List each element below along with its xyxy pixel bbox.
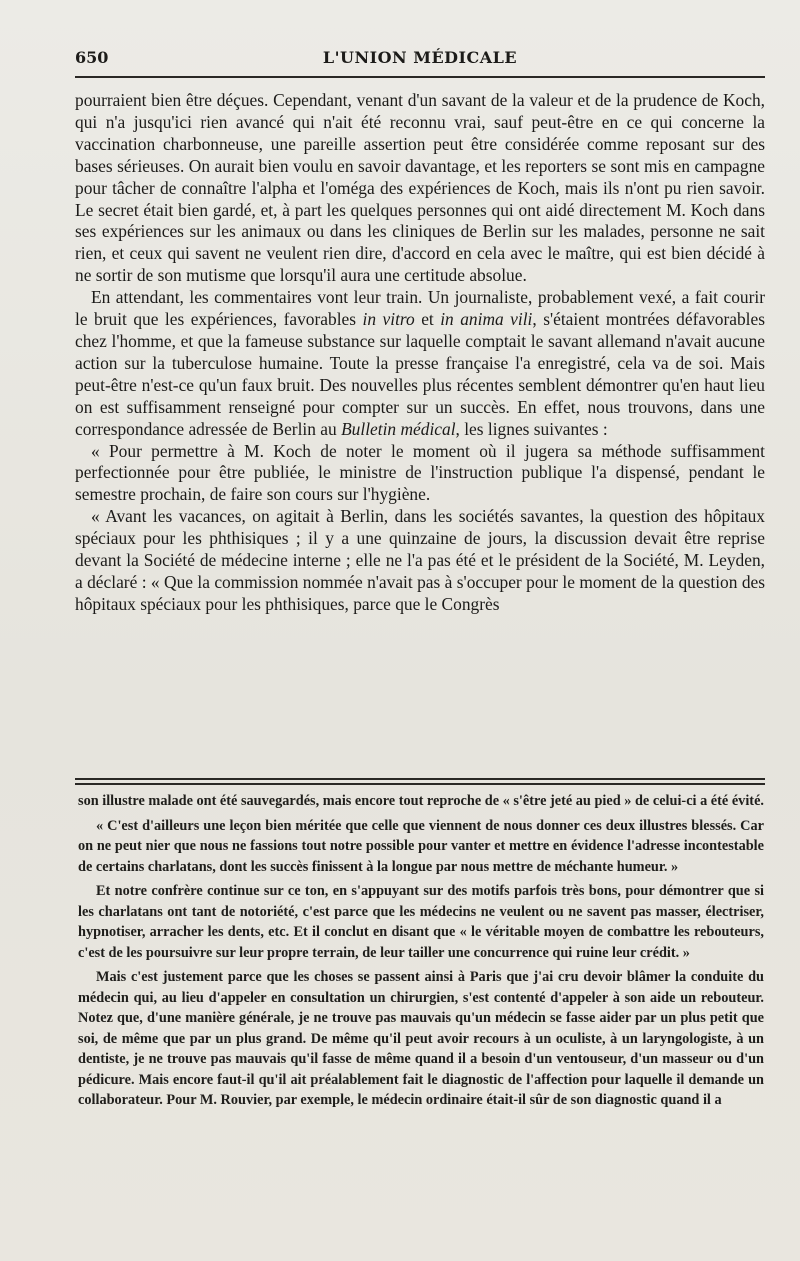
feuilleton-paragraph-2: « C'est d'ailleurs une leçon bien méritée que celle que viennent de nous donner ces deux illustres blessés. Car on ne peut nier que nous ne fassions tout notre possible pour vanter et mettre en évidence l'adresse incontestable de certains charlatans, dont les succès finissent à la longue par nous mettre de méchante humeur. » [78,817,764,875]
text-run: et [414,309,441,330]
text-run: , les lignes suivantes : [455,418,608,439]
section-divider-bottom [75,783,765,785]
header-rule [75,76,765,78]
italic-journal-title: Bulletin médical [341,418,456,439]
running-title: L'UNION MÉDICALE [322,48,518,67]
feuilleton-paragraph-4: Mais c'est justement parce que les choses se passent ainsi à Paris que j'ai cru devoir blâmer la conduite du médecin qui, au lieu d'appeler en consultation un chirurgien, s'est contenté d'appeler à son aide un rebouteur. Notez que, d'une manière générale, je ne trouve pas mauvais qu'un médecin se fasse aider par un plus petit que soi, de même que par un plus grand. De même qu'il peut avoir recours à un oculiste, à un laryngologiste, à un dentiste, je ne trouve pas mauvais qu'il fasse de même quand il a besoin d'un ventouseur, d'un masseur ou d'un pédicure. Mais encore faut-il qu'il ait préalablement fait le diagnostic de l'affection pour laquelle il demande un collaborateur. Pour M. Rouvier, par exemple, le médecin ordinaire était-il sûr de son diagnostic quand il a [78,969,764,1108]
main-paragraph-4: « Avant les vacances, on agitait à Berlin, dans les sociétés savantes, la question des hôpitaux spéciaux pour les phthisiques ; il y a une quinzaine de jours, la discussion devait être reprise devant la Société de médecine interne ; elle ne l'a pas été et le président de la Société, M. Leyden, a déclaré : « Que la commission nommée n'avait pas à s'occuper pour le moment de la question des hôpitaux spéciaux pour les phthisiques, parce que le Congrès [75,506,765,614]
main-article [75,90,765,770]
feuilleton-paragraph-3: Et notre confrère continue sur ce ton, en s'appuyant sur des motifs parfois très bons, pour démontrer que si les charlatans ont tant de notoriété, c'est parce que les médecins ne veulent ou ne savent pas masser, électriser, hypnotiser, arracher les dents, etc. Et il conclut en disant que « le véritable moyen de combattre les rebouteurs, c'est de les poursuivre sur leur propre terrain, de leur tailler une concurrence qui ruine leur crédit. » [78,883,764,961]
main-paragraph-1: pourraient bien être déçues. Cependant, venant d'un savant de la valeur et de la prudence de Koch, qui n'a jusqu'ici rien avancé qui n'ait été reconnu vrai, sauf peut-être en ce qui concerne la vaccination charbonneuse, une pareille assertion peut être considérée comme reposant sur des bases sérieuses. On aurait bien voulu en savoir davantage, et les reporters se sont mis en campagne pour tâcher de connaître l'alpha et l'oméga des expériences de Koch, mais ils n'ont pu rien savoir. Le secret était bien gardé, et, à part les quelques personnes qui ont aidé directement M. Koch dans ses expériences sur les animaux ou dans les cliniques de Berlin sur les malades, personne ne sait rien, et ceux qui savent ne veulent rien dire, d'accord en cela avec le maître, qui est bien décidé à ne sortir de son mutisme que lorsqu'il aura une certitude absolue. [75,90,765,286]
running-header [75,48,765,72]
feuilleton-section [78,791,764,1206]
page-number: 650 [75,48,109,67]
main-paragraph-3: « Pour permettre à M. Koch de noter le moment où il jugera sa méthode suffisamment perfectionnée pour être publiée, le ministre de l'instruction publique l'a dispensé, pendant le semestre prochain, de faire son cours sur l'hygiène. [75,440,765,505]
italic-term-in-vitro: in vitro [362,309,415,330]
section-divider-top [75,778,765,780]
italic-term-in-anima-vili: in anima vili [440,309,533,330]
text-run: , s'étaient montrées défavorables chez l'homme, et que la fameuse substance sur laquelle comptait le savant allemand n'avait aucune action sur la tuberculose humaine. Toute la presse française l'a enregistré, cela va de soi. Mais peut-être n'est-ce qu'un faux bruit. Des nouvelles plus récentes semblent démontrer qu'en haut lieu on est suffisamment renseigné pour compter sur un succès. En effet, nous trouvons, dans une correspondance adressée de Berlin au [75,309,765,439]
feuilleton-paragraph-1: son illustre malade ont été sauvegardés, mais encore tout reproche de « s'être jeté au pied » de celui-ci a été évité. [78,793,764,809]
text-run: En attendant, les commentaires vont leur train. Un journaliste, probablement vexé, a fait courir le bruit que les expériences, favorables [75,287,765,330]
main-paragraph-2 [75,287,765,440]
